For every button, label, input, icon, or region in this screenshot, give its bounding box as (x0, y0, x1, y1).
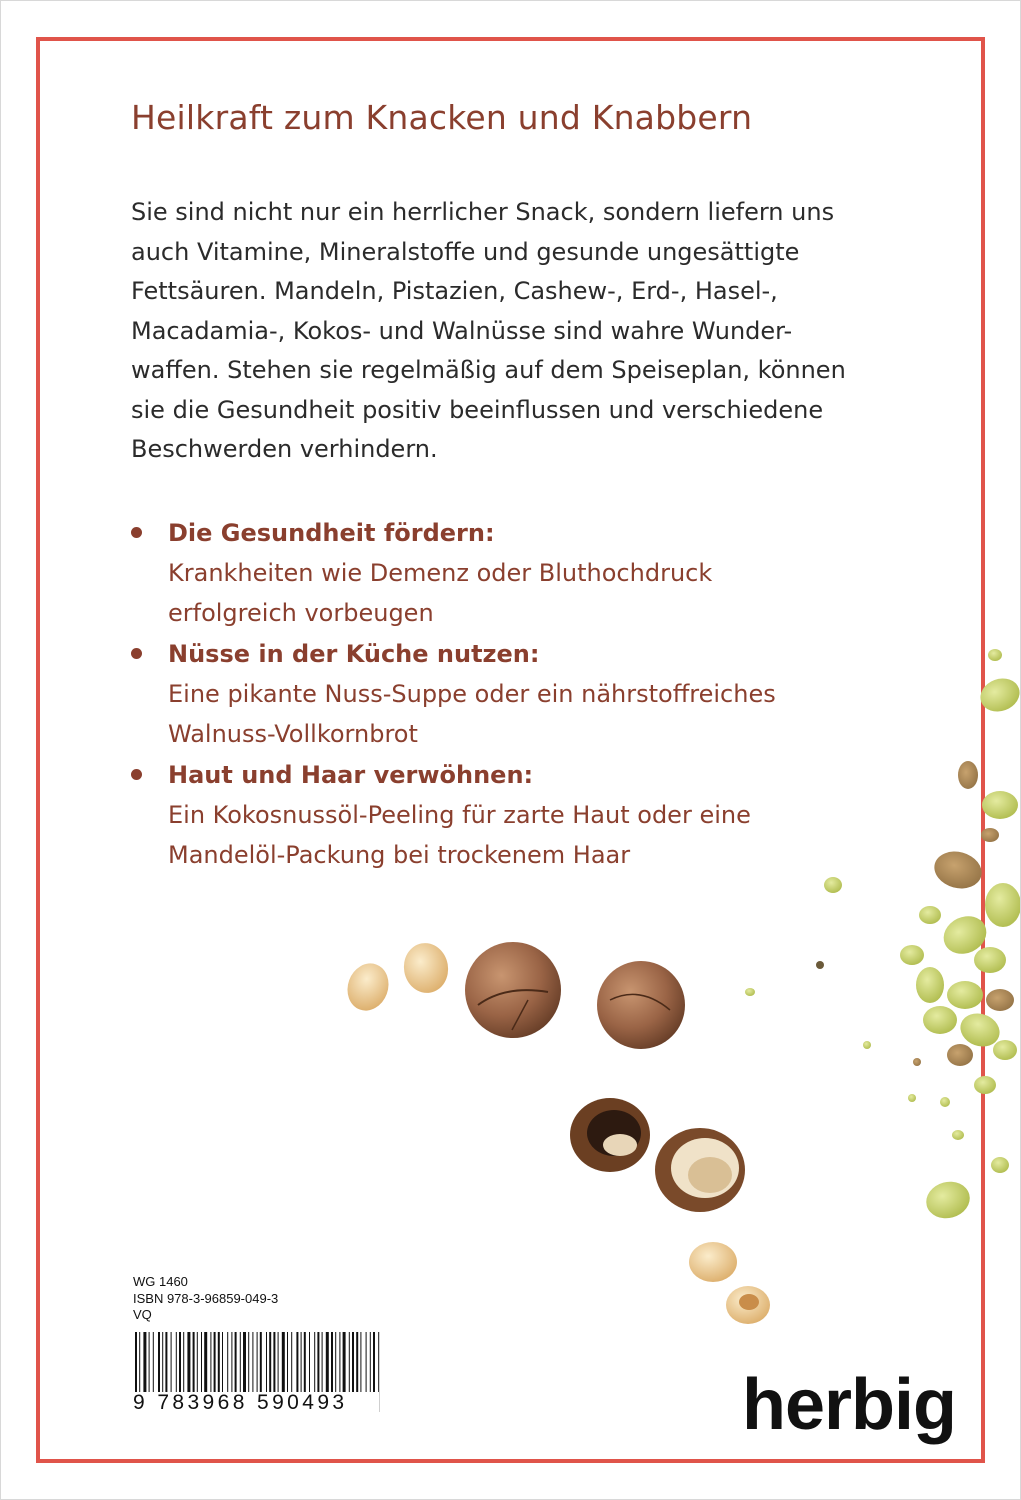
benefit-text: Eine pikante Nuss-Suppe oder ein nährstoffreiches (168, 680, 776, 708)
benefit-text: Krankheiten wie Demenz oder Bluthochdruck (168, 559, 713, 587)
benefit-text: erfolgreich vorbeugen (168, 599, 434, 627)
intro-line: Macadamia-, Kokos- und Walnüsse sind wahre Wunder- (131, 316, 793, 345)
benefit-item-health (131, 513, 891, 633)
intro-paragraph (131, 193, 931, 470)
benefit-text: Walnuss-Vollkornbrot (168, 720, 418, 748)
vq-code: VQ (133, 1307, 152, 1322)
intro-line: Sie sind nicht nur ein herrlicher Snack, sondern liefern uns (131, 198, 835, 226)
barcode-digits: 9 783968 590493 (133, 1392, 379, 1414)
nuts-illustration (320, 620, 1020, 1340)
benefit-heading: Die Gesundheit fördern: (168, 519, 495, 547)
imprint-block (133, 1274, 278, 1324)
intro-line: sie die Gesundheit positiv beeinflussen und verschiedene (131, 395, 824, 424)
macadamia-shell-half-1 (570, 1098, 650, 1172)
intro-line: Fettsäuren. Mandeln, Pistazien, Cashew-, Erd-, Hasel-, (131, 277, 778, 305)
macadamia-nut-1 (465, 942, 561, 1038)
macadamia-nut-2 (597, 961, 685, 1049)
benefit-text: Mandelöl-Packung bei trockenem Haar (168, 841, 631, 869)
benefit-text: Ein Kokosnussöl-Peeling für zarte Haut oder eine (168, 801, 751, 829)
bullet-icon (131, 769, 142, 780)
benefit-heading: Haut und Haar verwöhnen: (168, 761, 534, 789)
intro-line: Beschwerden verhindern. (131, 435, 438, 463)
intro-line: waffen. Stehen sie regelmäßig auf dem Speiseplan, können (131, 356, 846, 384)
pistachio-pieces (745, 649, 1020, 1223)
cover-title: Heilkraft zum Knacken und Knabbern (131, 98, 753, 137)
wg-code: WG 1460 (133, 1274, 188, 1289)
macadamia-shell-half-2 (655, 1128, 745, 1212)
isbn: ISBN 978-3-96859-049-3 (133, 1290, 279, 1306)
bullet-icon (131, 527, 142, 538)
intro-line: auch Vitamine, Mineralstoffe und gesunde ungesättigte (131, 237, 800, 266)
bullet-icon (131, 648, 142, 659)
publisher-logo: herbig (742, 1365, 957, 1445)
benefit-heading: Nüsse in der Küche nutzen: (168, 640, 540, 668)
